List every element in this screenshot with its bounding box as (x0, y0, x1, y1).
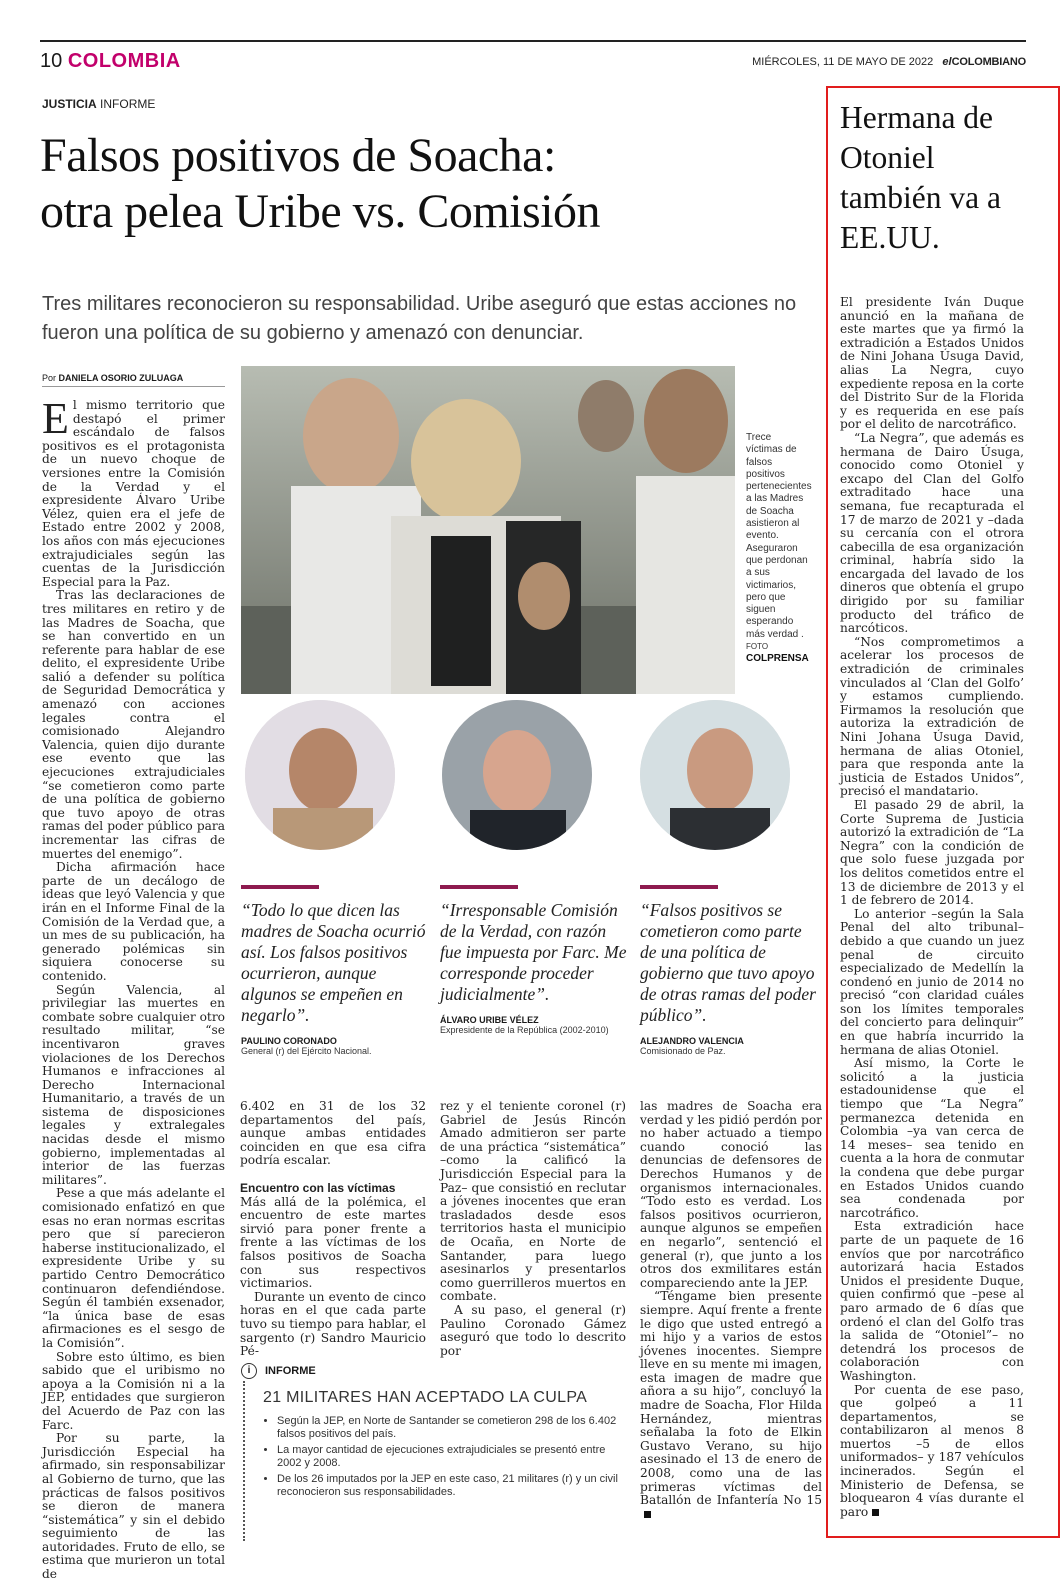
kicker-type: INFORME (100, 97, 156, 111)
paragraph: El mismo territorio que destapó el primer escándalo de falsos positivos es el protagonista de un nuevo choque de versiones entre la Comisión de la Verdad y el expresidente Álvaro Uribe Vélez, quien era el jefe de Estado entre 2002 y 2008, los años con más ejecuciones extrajudiciales según las cuentas de la Jurisdicción Especial para la Paz. (42, 394, 225, 589)
byline-rule (42, 386, 225, 387)
paragraph: Dicha afirmación hace parte de un decálogo de ideas que leyó Valencia y que irán en el Informe Final de la Comisión de la Verdad que, a un mes de su publicación, ha generado polémicas sin siquiera conocerse su contenido. (42, 860, 225, 983)
quote-block-3 (640, 900, 820, 1056)
paragraph: Tras las declaraciones de tres militares en retiro y de las Madres de Soacha, que se han convertido en un referente para hablar de ese delito, el expresidente Uribe salió a defender su política de Seguridad Democrática y amenazó con acciones legales contra el comisionado Alejandro Valencia, quien dijo durante ese evento que las ejecuciones extrajudiciales “se cometieron como parte de una política de gobierno que tuvo apoyo de otras ramas del poder público para incrementar las cifras de muertes del enemigo”. (42, 588, 225, 861)
photo-mothers-of-soacha (241, 366, 735, 694)
paragraph: El presidente Iván Duque anunció en la mañana de este martes que ya firmó la extradición a Estados Unidos de Nini Johana Úsuga David, alias La Negra, cuyo expediente reposa en la corte del Distrito Sur de la Florida y es requerida en ese país por el delito de narcotráfico. (840, 295, 1024, 432)
article-column-3 (440, 1100, 626, 1358)
quote-block-1 (241, 900, 431, 1056)
paragraph: Durante un evento de cinco horas en el que cada parte tuvo su tiempo para hablar, el sargento (r) Sandro Mauricio Pé- (240, 1289, 426, 1359)
infobox (241, 1363, 631, 1502)
headline-line-1: Falsos positivos de Soacha: (40, 129, 556, 182)
quote-text: “Falsos positivos se cometieron como parte de una política de gobierno que tuvo apoyo de otras ramas del poder público”. (640, 900, 816, 1025)
section-name: COLOMBIA (67, 50, 181, 72)
infobox-header (241, 1363, 631, 1379)
byline: Por DANIELA OSORIO ZULUAGA (42, 373, 184, 383)
paragraph: las madres de Soacha era verdad y les pidió perdón por no haber actuado a tiempo cuando conoció las denuncias de defensores de Derechos Humanos y de organismos internacionales. “Todo esto es verdad. Los falsos positivos ocurrieron, aunque algunos se empeñen en negarlo”, sentenció el general (r), que junto a los otros dos exmilitares están compareciendo ante la JEP. (640, 1099, 822, 1290)
portrait-paulino-coronado (245, 700, 395, 850)
article-column-4 (640, 1100, 822, 1521)
paragraph: Por su parte, la Jurisdicción Especial ha afirmado, sin responsabilizar al Gobierno de turno, que las prácticas de falsos positivos se dieron de manera “sistemática” y sin el debido seguimiento de las autoridades. Fruto de ello, se estima que murieron un total de (42, 1431, 225, 1582)
subheading: Encuentro con las víctimas (240, 1180, 396, 1195)
paragraph: A su paso, el general (r) Paulino Coronado Gámez aseguró que todo lo descrito por (440, 1302, 626, 1358)
kicker (42, 97, 155, 111)
end-mark-icon (644, 1511, 651, 1518)
sidebar-article (840, 296, 1024, 1519)
quote-role: General (r) del Ejército Nacional. (241, 1046, 372, 1056)
list-item: • De los 26 imputados por la JEP en este caso, 21 militares (r) y un civil reconocieron sus responsabilidades. (277, 1473, 631, 1499)
end-mark-icon (872, 1509, 879, 1516)
quote-text: “Irresponsable Comisión de la Verdad, con razón fue impuesta por Farc. Me corresponde proceder judicialmente”. (440, 900, 627, 1004)
paragraph: Más allá de la polémica, el encuentro de este martes sirvió para poner frente a frente a las víctimas de los falsos positivos de Soacha con sus respectivos victimarios. (240, 1194, 426, 1291)
top-rule (40, 40, 1026, 42)
paragraph: Lo anterior –según la Sala Penal del alto tribunal– debido a que cuando un juez penal de circuito especializado de Medellín la condenó en junio de 2014 no precisó “con claridad cuáles son los límites temporales del concierto para delinquir” en que habría incurrido la hermana de alias Otoniel. (840, 906, 1024, 1057)
paragraph: Esta extradición hace parte de un paquete de 16 envíos que por narcotráfico autorizará hacia Estados Unidos el presidente Duque, quien confirmó que –pese al paro armado de 6 días que ordenó el clan del Golfo tras la salida de “Otoniel”– no detendrá los procesos de colaboración con Washington. (840, 1219, 1024, 1383)
photo-caption: Trece víctimas de falsos positivos pertenecientes a las Madres de Soacha asistieron al evento. Aseguraron que perdonan a sus victimarios, pero que siguen esperando más verdad . FOTO COLPRENSA (746, 432, 812, 665)
quote-name: PAULINO CORONADO (241, 1036, 337, 1046)
paragraph: Por cuenta de ese paso, que golpeó a 11 departamentos, se contabilizaron al menos 8 muertos –5 de ellos uniformados– y 187 vehículos incinerados. Según el Ministerio de Defensa, se bloquearon 4 vías durante el paro (840, 1382, 1024, 1519)
paragraph: “Nos comprometimos a acelerar los procesos de extradición de criminales vinculados al ‘Clan del Golfo’ y estamos cumpliendo. Firmamos la resolución que autoriza la extradición de Nini Johana Úsuga David, hermana de alias Otoniel, para que responda ante la justicia de Estados Unidos”, precisó el mandatario. (840, 634, 1024, 799)
paragraph: El pasado 29 de abril, la Corte Suprema de Justicia autorizó la extradición de “La Negra” con la condición de que solo fuese juzgada por los delitos cometidos entre el 13 de diciembre de 2013 y el 1 de febrero de 2014. (840, 797, 1024, 908)
paragraph: 6.402 en 31 de los 32 departamentos del país, aunque ambas entidades coinciden en que esa cifra podría escalar. (240, 1099, 426, 1168)
quote-role: Comisionado de Paz. (640, 1046, 726, 1056)
infobox-title: 21 MILITARES HAN ACEPTADO LA CULPA (263, 1389, 588, 1406)
main-photo (241, 366, 735, 694)
author: DANIELA OSORIO ZULUAGA (58, 373, 184, 383)
headline-line-2: otra pelea Uribe vs. Comisión (40, 185, 601, 238)
article-column-2 (240, 1100, 426, 1359)
quote-rule (640, 885, 718, 889)
paragraph: “Téngame bien presente siempre. Aquí frente a frente le digo que usted entregó a mi hijo y a varios de estos jóvenes inocentes. Siempre lleve en su mente mi imagen, esta imagen de madre que añora a su hijo”, concluyó la madre de Soacha, Flor Hilda Hernández, mientras señalaba la foto de Elkin Gustavo Verano, su hijo asesinado el 13 de enero de 2008, como una de las primeras víctimas del Batallón de Infantería No 15 (640, 1290, 822, 1521)
quote-rule (440, 885, 518, 889)
quote-role: Expresidente de la República (2002-2010) (440, 1025, 609, 1035)
photo-credit: COLPRENSA (746, 653, 809, 665)
paragraph: Así mismo, la Corte le solicitó a la justicia estadounidense que el tiempo que “La Negra” permanezca detenida en Colombia –ya van cerca de 14 meses– sea tenido en cuenta a la hora de conmutar la condena que debe purgar en Estados Unidos cuando sea condenada por narcotráfico. (840, 1056, 1024, 1220)
section-header (40, 50, 181, 73)
portrait-alejandro-valencia (640, 700, 790, 850)
kicker-section: JUSTICIA (42, 97, 97, 111)
paragraph: “La Negra”, que además es hermana de Dairo Úsuga, conocido como Otoniel y excapo del Clan del Golfo extraditado hace una semana, fue recapturada el 17 de marzo de 2021 y –dada su cercanía con el otrora cabecilla de esa organización criminal, habría sido la encargada del lavado de los dineros que obtenía el grupo dirigido por su familiar producto del tráfico de narcóticos. (840, 430, 1024, 636)
paragraph: Pese a que más adelante el comisionado enfatizó en que esas no eran normas escritas pero que sí parecieron haberse institucionalizado, el expresidente Uribe y su partido Centro Democrático continuaron defendiéndose. Según él también exsenador, “la única base de esas afirmaciones es el sesgo de la Comisión”. (42, 1186, 225, 1350)
deck: Tres militares reconocieron su responsabilidad. Uribe aseguró que estas acciones no fueron una política de su gobierno y amenazó con denunciar. (42, 293, 797, 344)
article-column-1 (42, 394, 225, 1582)
list-item: • Según la JEP, en Norte de Santander se cometieron 298 de los 6.402 falsos positivos del país. (277, 1415, 631, 1441)
quote-name: ALEJANDRO VALENCIA (640, 1036, 744, 1046)
sidebar-headline: Hermana de Otoniel también va a EE.UU. (840, 100, 1001, 255)
publication-date: MIÉRCOLES, 11 DE MAYO DE 2022 (752, 56, 934, 68)
quote-rule (241, 885, 319, 889)
page-number: 10 (40, 50, 63, 72)
quote-block-2 (440, 900, 628, 1035)
quote-name: ÁLVARO URIBE VÉLEZ (440, 1015, 539, 1025)
portrait-alvaro-uribe (442, 700, 592, 850)
infobox-label: INFORME (265, 1365, 316, 1377)
quote-text: “Todo lo que dicen las madres de Soacha ocurrió así. Los falsos positivos ocurrieron, aunque algunos se empeñen en negarlo”. (241, 900, 426, 1025)
infobox-dotted-rule (243, 1381, 247, 1541)
headline (40, 128, 830, 240)
list-item: • La mayor cantidad de ejecuciones extrajudiciales se presentó entre 2002 y 2008. (277, 1444, 631, 1470)
infobox-list (241, 1415, 631, 1499)
paragraph: Según Valencia, al privilegiar las muertes en combate sobre cualquier otro resultado militar, “se incentivaron graves violaciones de los Derechos Humanos e infracciones al Derecho Internacional Humanitario, a través de un sistema de disposiciones legales y extralegales nacidas desde el mismo gobierno, implementadas al interior de las fuerzas militares”. (42, 982, 225, 1187)
info-icon: i (241, 1363, 257, 1379)
drop-cap: E (42, 394, 69, 443)
dateline (752, 56, 1026, 68)
brand-logo: elCOLOMBIANO (942, 56, 1026, 68)
paragraph: rez y el teniente coronel (r) Gabriel de Jesús Rincón Amado admitieron ser parte de una práctica “sistemática” –como la calificó la Jurisdicción Especial para la Paz– que consistió en reclutar a jóvenes inocentes que eran trasladados desde esos territorios hasta el municipio de Ocaña, en Norte de Santander, para luego asesinarlos y presentarlos como guerrilleros muertos en combate. (440, 1099, 626, 1304)
paragraph: Sobre esto último, es bien sabido que el uribismo no apoya a la Comisión ni a la JEP, entidades que surgieron del Acuerdo de Paz con las Farc. (42, 1349, 225, 1432)
